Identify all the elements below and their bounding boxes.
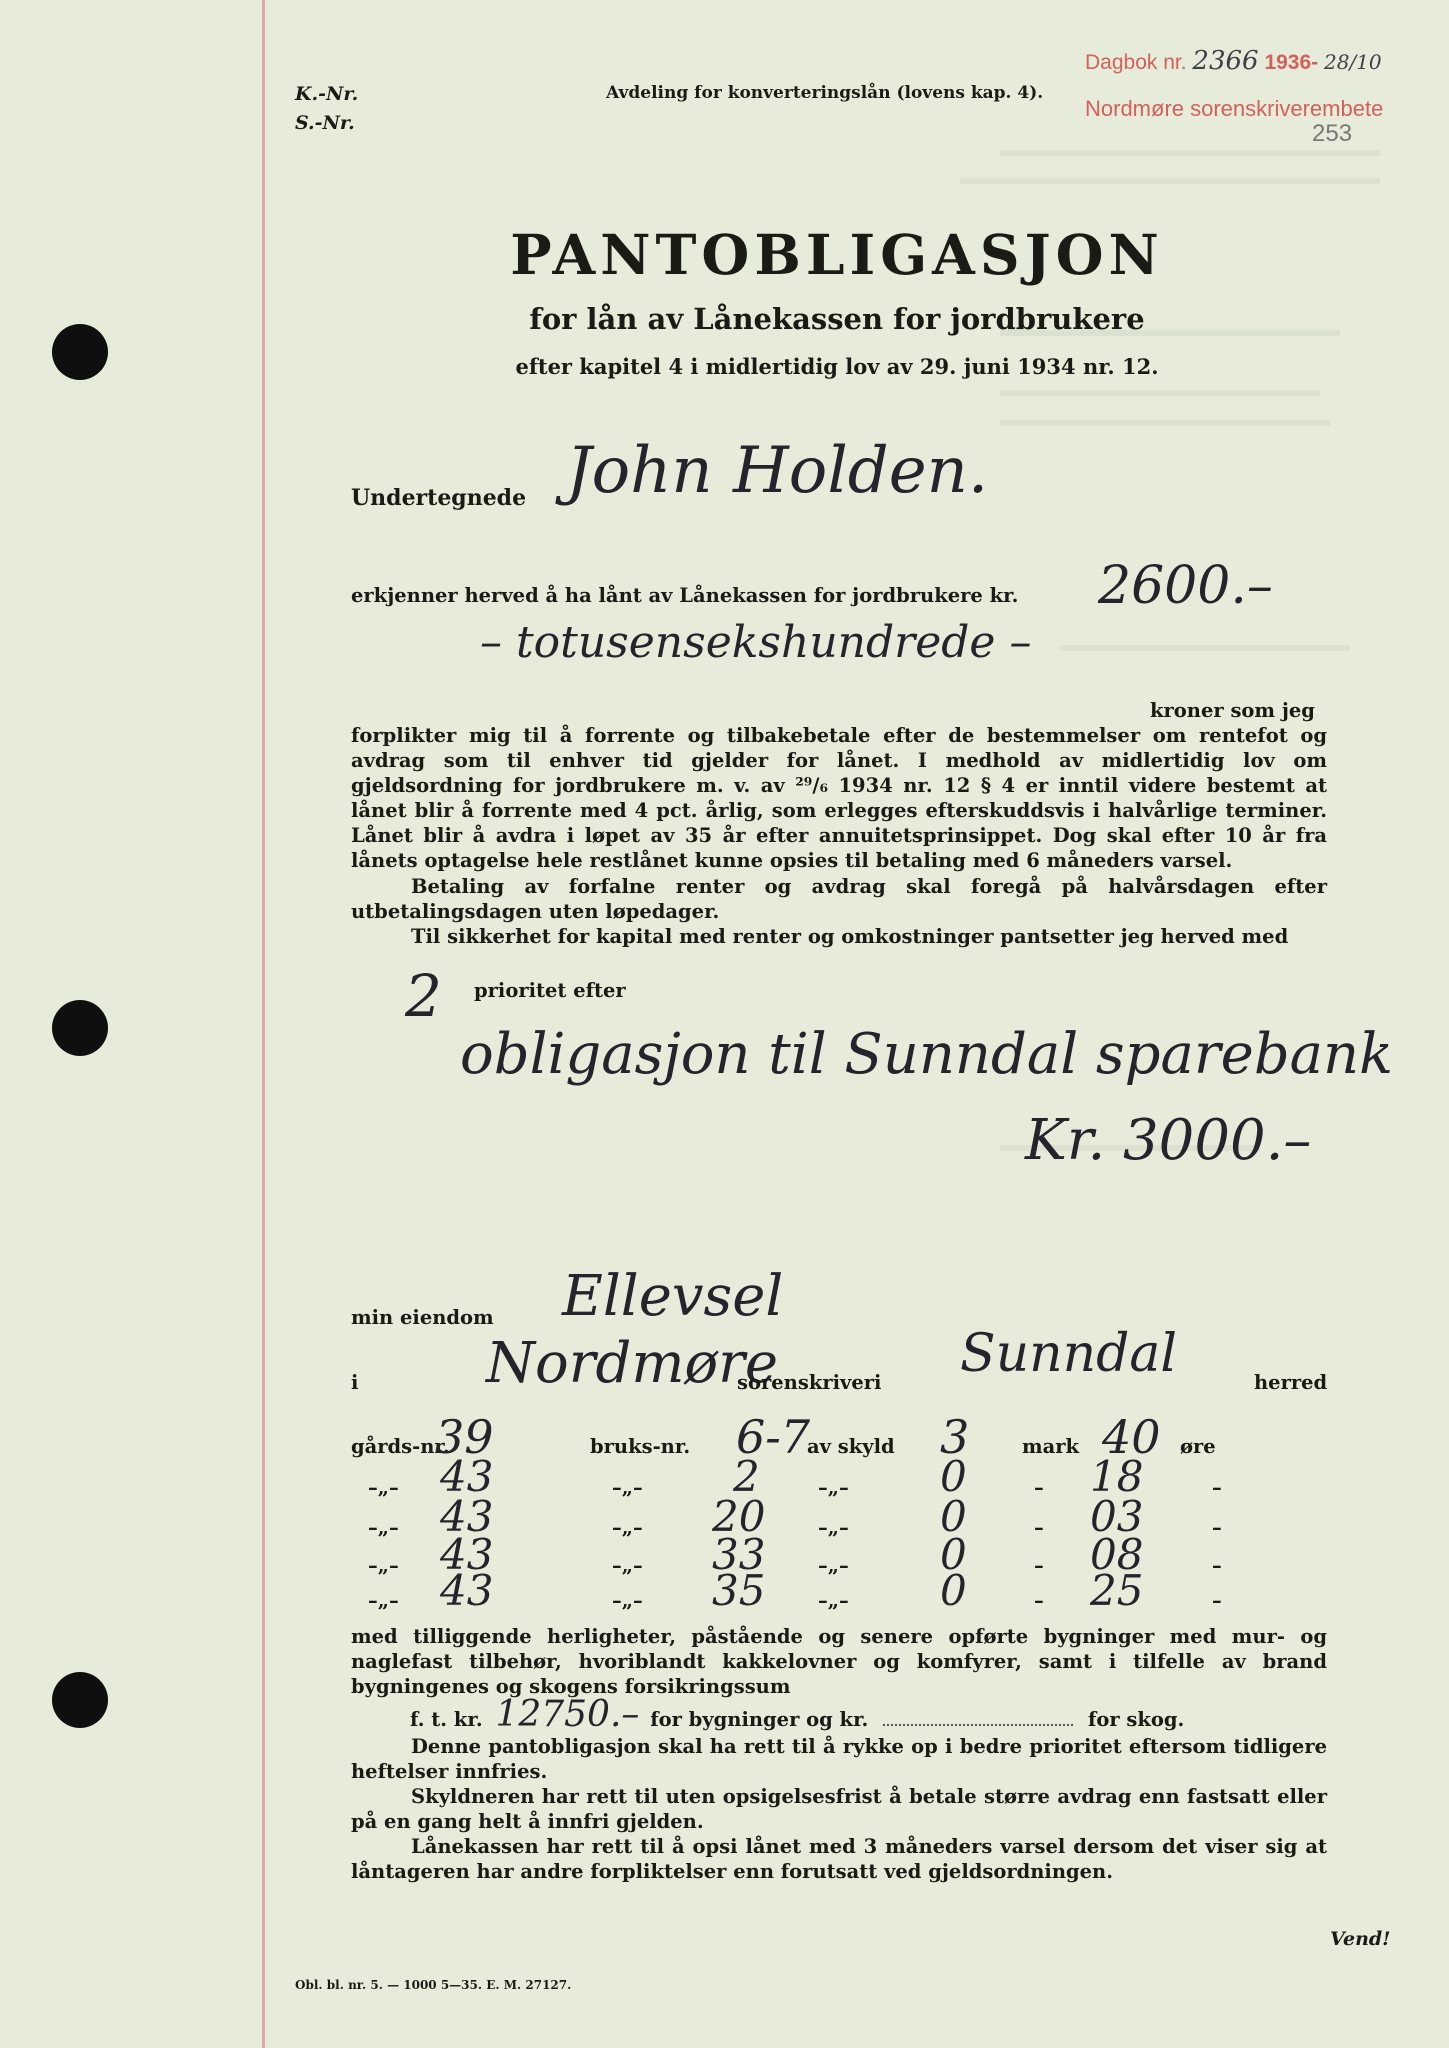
gards-label: gårds-nr. bbox=[351, 1435, 450, 1458]
gards-number: 39 bbox=[435, 1410, 494, 1464]
ore-label: øre bbox=[1180, 1435, 1216, 1458]
punch-hole bbox=[52, 1672, 108, 1728]
gards-number: 43 bbox=[440, 1452, 494, 1501]
terms-paragraph: forplikter mig til å forrente og tilbakebetale efter de bestemmelser om rentefot og avdrag som til enhver tid gjelder for lånet. I medhold av midlertidig lov om gjeldsordning for jordbrukere m. v. av ²⁹/₆ 1934 nr. 12 § 4 er inntil videre bestemt at lånet blir å forrente med 4 pct. årlig, som erlegges efterskuddsvis i halvårlige terminer. Lånet blir å avdra i løpet av 35 år efter annuitetsprinsippet. Dog skal efter 10 år fra lånets optagelse hele restlånet kunne opsies til betaling med 6 måneders varsel. bbox=[351, 724, 1327, 872]
page-number: 253 bbox=[1312, 120, 1353, 147]
undersigned-name: John Holden. bbox=[566, 434, 989, 508]
insurance-amount: 12750.– bbox=[495, 1694, 640, 1735]
ditto-mark: –„– bbox=[612, 1516, 643, 1539]
forest-amount-blank bbox=[883, 1724, 1073, 1726]
gards-number: 43 bbox=[440, 1530, 494, 1579]
ore-value: 40 bbox=[1102, 1410, 1161, 1464]
i-label: i bbox=[351, 1371, 359, 1394]
stamp-dagbok-label: Dagbok nr. bbox=[1085, 51, 1187, 74]
insurance-line bbox=[410, 1694, 1185, 1735]
mark-label: mark bbox=[1022, 1435, 1080, 1458]
gards-number: 43 bbox=[440, 1492, 494, 1541]
department-label: Avdeling for konverteringslån (lovens kap. 4). bbox=[606, 83, 1044, 103]
kroner-label: kroner som jeg bbox=[1150, 699, 1315, 722]
bruks-number: 33 bbox=[712, 1530, 766, 1579]
undersigned-label: Undertegnede bbox=[351, 485, 527, 511]
ditto-mark: –„– bbox=[612, 1589, 643, 1612]
bruks-number: 6-7 bbox=[736, 1410, 811, 1464]
dash-mark: – bbox=[1034, 1476, 1044, 1499]
priority-number: 2 bbox=[405, 962, 442, 1030]
prepayment-paragraph: Skyldneren har rett til uten opsigelsesfrist å betale større avdrag enn fastsatt eller på en gang helt å innfri gjelden. bbox=[351, 1785, 1327, 1833]
ditto-mark: –„– bbox=[368, 1516, 399, 1539]
bruks-number: 20 bbox=[712, 1492, 766, 1541]
bruks-number: 2 bbox=[733, 1452, 760, 1501]
document-subtitle: for lån av Lånekassen for jordbrukere bbox=[529, 302, 1145, 336]
insurance-forest-label: for skog. bbox=[1087, 1708, 1185, 1731]
priority-amount: Kr. 3000.– bbox=[1025, 1108, 1312, 1173]
loan-amount-words: – totusensekshundrede – bbox=[480, 617, 1032, 668]
termination-paragraph: Lånekassen har rett til å opsi lånet med 3 måneders varsel dersom det viser sig at låntageren har andre forpliktelser enn forutsatt ved gjeldsordningen. bbox=[351, 1835, 1327, 1883]
k-nr-label: K.-Nr. bbox=[295, 83, 359, 105]
property-label: min eiendom bbox=[351, 1306, 494, 1329]
appurtenance-paragraph: med tilliggende herligheter, påstående og senere opførte bygninger med mur- og naglefast tilbehør, hvoriblandt kakkelovner og komfyrer, samt i tilfelle av brand bygningenes og skogens forsikringssum bbox=[351, 1625, 1327, 1698]
herred-name: Sunndal bbox=[960, 1324, 1178, 1384]
priority-label: prioritet efter bbox=[474, 979, 626, 1002]
journal-stamp bbox=[1085, 46, 1382, 76]
herred-label: herred bbox=[1254, 1371, 1328, 1394]
dash-mark: – bbox=[1212, 1476, 1222, 1499]
payment-paragraph: Betaling av forfalne renter og avdrag skal foregå på halvårsdagen efter utbetalingsdagen uten løpedager. bbox=[351, 875, 1327, 923]
ditto-mark: –„– bbox=[818, 1516, 849, 1539]
insurance-prefix: f. t. kr. bbox=[410, 1708, 483, 1731]
loan-amount: 2600.– bbox=[1098, 556, 1273, 616]
mark-value: 0 bbox=[940, 1530, 967, 1579]
punch-hole bbox=[52, 1000, 108, 1056]
ore-value: 18 bbox=[1090, 1452, 1144, 1501]
ore-value: 08 bbox=[1090, 1530, 1144, 1579]
s-nr-label: S.-Nr. bbox=[295, 112, 355, 134]
stamp-office: Nordmøre sorenskriverembete bbox=[1085, 96, 1384, 121]
ditto-mark: –„– bbox=[818, 1476, 849, 1499]
dash-mark: – bbox=[1212, 1554, 1222, 1577]
ditto-mark: –„– bbox=[612, 1476, 643, 1499]
security-paragraph: Til sikkerhet for kapital med renter og omkostninger pantsetter jeg herved med bbox=[411, 925, 1289, 948]
document-title: PANTOBLIGASJON bbox=[510, 222, 1164, 287]
ore-value: 25 bbox=[1090, 1566, 1144, 1615]
ditto-mark: –„– bbox=[368, 1476, 399, 1499]
dash-mark: – bbox=[1212, 1589, 1222, 1612]
ditto-mark: –„– bbox=[612, 1554, 643, 1577]
stamp-journal-number: 2366 bbox=[1192, 46, 1259, 76]
skyld-label: av skyld bbox=[807, 1435, 895, 1458]
ditto-mark: –„– bbox=[368, 1554, 399, 1577]
law-reference: efter kapitel 4 i midlertidig lov av 29. juni 1934 nr. 12. bbox=[515, 354, 1159, 379]
gards-number: 43 bbox=[440, 1566, 494, 1615]
property-name: Ellevsel bbox=[562, 1264, 784, 1329]
bruks-number: 35 bbox=[712, 1566, 766, 1615]
turn-over-note: Vend! bbox=[1330, 1928, 1391, 1950]
ore-value: 03 bbox=[1090, 1492, 1144, 1541]
mark-value: 3 bbox=[940, 1410, 970, 1464]
dash-mark: – bbox=[1212, 1516, 1222, 1539]
mark-value: 0 bbox=[940, 1452, 967, 1501]
priority-obligation: obligasjon til Sunndal sparebank bbox=[460, 1022, 1394, 1087]
stamp-date: 28/10 bbox=[1324, 50, 1382, 74]
form-reference: Obl. bl. nr. 5. — 1000 5—35. E. M. 27127. bbox=[295, 1978, 572, 1992]
ditto-mark: –„– bbox=[818, 1589, 849, 1612]
dash-mark: – bbox=[1034, 1589, 1044, 1612]
sorenskriveri-label: sorenskriveri bbox=[737, 1371, 882, 1394]
insurance-buildings-label: for bygninger og kr. bbox=[650, 1708, 869, 1731]
mark-value: 0 bbox=[940, 1492, 967, 1541]
district-name: Nordmøre bbox=[486, 1331, 779, 1396]
ditto-mark: –„– bbox=[818, 1554, 849, 1577]
priority-advance-paragraph: Denne pantobligasjon skal ha rett til å rykke op i bedre prioritet eftersom tidligere heftelser innfries. bbox=[351, 1735, 1327, 1783]
bruks-label: bruks-nr. bbox=[590, 1435, 691, 1458]
ditto-mark: –„– bbox=[368, 1589, 399, 1612]
mark-value: 0 bbox=[940, 1566, 967, 1615]
dash-mark: – bbox=[1034, 1554, 1044, 1577]
stamp-year: 1936- bbox=[1264, 51, 1319, 74]
dash-mark: – bbox=[1034, 1516, 1044, 1539]
acknowledge-text: erkjenner herved å ha lånt av Lånekassen for jordbrukere kr. bbox=[351, 584, 1019, 607]
